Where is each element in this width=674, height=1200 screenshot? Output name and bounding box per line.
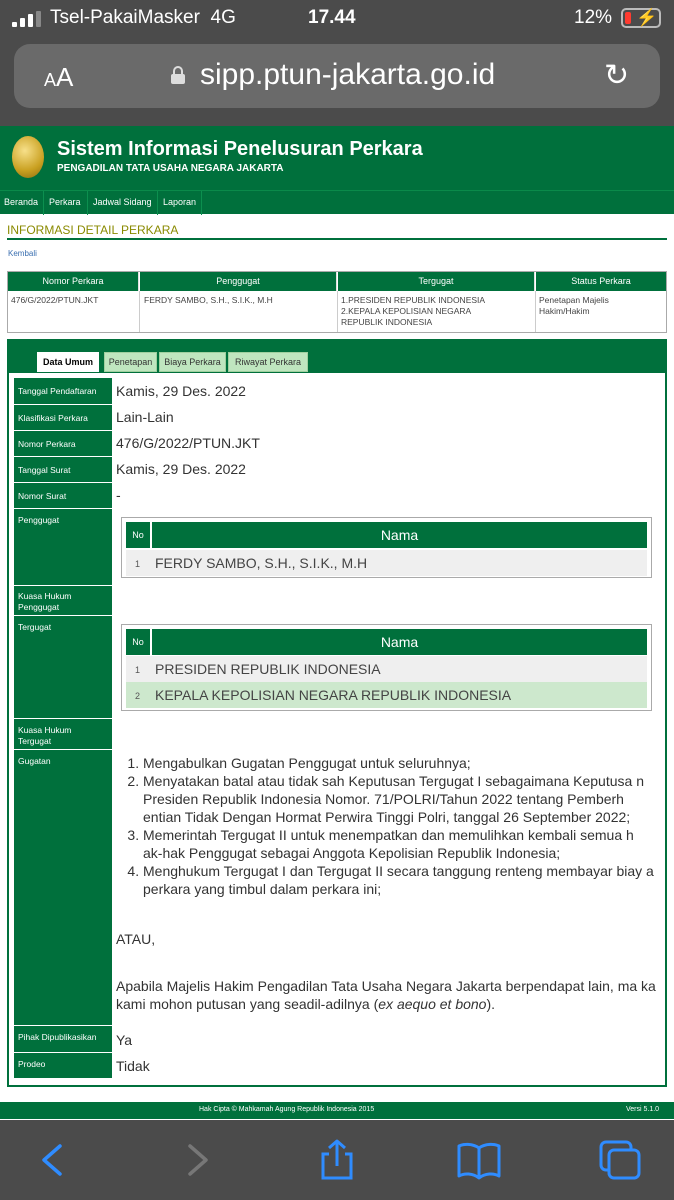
value-pihak-dipublikasikan: Ya <box>116 1032 133 1048</box>
court-logo <box>12 136 44 178</box>
bookmarks-icon[interactable] <box>454 1138 504 1182</box>
tab-riwayat-perkara[interactable]: Riwayat Perkara <box>228 352 308 372</box>
menu-item-beranda[interactable]: Beranda <box>4 197 39 207</box>
label-prodeo: Prodeo <box>14 1053 112 1079</box>
gugatan-item: 3. Memerintah Tergugat II untuk menempatkan dan memulihkan kembali semua h ak-hak Penggugat sebagai Anggota Kepolisian Republik Indonesia; <box>143 826 656 862</box>
back-icon[interactable] <box>28 1138 78 1182</box>
gugatan-atau: ATAU, <box>116 931 156 947</box>
version-text: Versi 5.1.0 <box>626 1106 660 1113</box>
site-footer <box>0 1102 674 1119</box>
copyright-text: Hak Cipta © Mahkamah Agung Republik Indonesia 2015 <box>199 1106 375 1113</box>
value-prodeo: Tidak <box>116 1058 150 1074</box>
site-header <box>0 126 674 190</box>
col-penggugat: Penggugat <box>140 272 337 291</box>
address-bar[interactable] <box>14 44 660 108</box>
url-text[interactable]: sipp.ptun-jakarta.go.id <box>200 58 496 91</box>
table-row: 2 KEPALA KEPOLISIAN NEGARA REPUBLIK INDONESIA <box>126 682 647 708</box>
clock: 17.44 <box>308 7 356 28</box>
gugatan-item: 4. Menghukum Tergugat I dan Tergugat II secara tanggung renteng membayar biay a perkara yang timbul dalam perkara ini; <box>143 862 656 898</box>
col-tergugat: Tergugat <box>338 272 535 291</box>
tab-penetapan[interactable]: Penetapan <box>104 352 157 372</box>
gugatan-closing: Apabila Majelis Hakim Pengadilan Tata Usaha Negara Jakarta berpendapat lain, ma ka kami mohon putusan yang seadil-adilnya (ex aequo et bono). <box>116 978 656 1012</box>
carrier-name: Tsel-PakaiMasker 4G <box>50 7 236 28</box>
col-nomor-perkara: Nomor Perkara <box>8 272 139 291</box>
col-nama: Nama <box>152 522 647 548</box>
back-link[interactable]: Kembali <box>8 249 37 258</box>
browser-toolbar <box>0 1120 674 1200</box>
label-tanggal-surat: Tanggal Surat <box>14 457 112 483</box>
summary-nomor[interactable]: 476/G/2022/PTUN.JKT <box>11 295 99 305</box>
site-subtitle: PENGADILAN TATA USAHA NEGARA JAKARTA <box>57 163 284 174</box>
tergugat-table <box>121 624 652 711</box>
tabs-icon[interactable] <box>596 1138 646 1182</box>
col-no: No <box>126 522 150 548</box>
lock-icon <box>171 66 185 84</box>
section-title: INFORMASI DETAIL PERKARA <box>7 223 179 237</box>
battery-percent: 12% <box>574 7 613 28</box>
label-klasifikasi: Klasifikasi Perkara <box>14 405 112 431</box>
col-status-perkara: Status Perkara <box>536 272 666 291</box>
col-no: No <box>126 629 150 655</box>
gugatan-list <box>116 754 656 898</box>
reload-icon[interactable]: ↻ <box>604 59 630 92</box>
text-size-button[interactable]: AA <box>44 62 74 92</box>
section-divider <box>7 238 667 240</box>
label-gugatan: Gugatan <box>14 750 112 1026</box>
forward-icon[interactable] <box>172 1138 222 1182</box>
menu-item-laporan[interactable]: Laporan <box>163 197 197 207</box>
summary-tergugat: 1.PRESIDEN REPUBLIK INDONESIA 2.KEPALA KEPOLISIAN NEGARA REPUBLIK INDONESIA <box>341 295 486 327</box>
summary-table <box>7 271 667 333</box>
tab-bar <box>9 341 665 373</box>
label-tergugat: Tergugat <box>14 616 112 719</box>
label-penggugat: Penggugat <box>14 509 112 586</box>
label-kuasa-penggugat: Kuasa Hukum Penggugat <box>14 586 112 616</box>
value-nomor-perkara: 476/G/2022/PTUN.JKT <box>116 435 260 451</box>
tab-data-umum[interactable]: Data Umum <box>37 352 99 372</box>
summary-status: Penetapan Majelis Hakim/Hakim <box>539 295 609 316</box>
penggugat-table <box>121 517 652 578</box>
signal-icon <box>12 11 44 27</box>
label-tanggal-pendaftaran: Tanggal Pendaftaran <box>14 378 112 405</box>
value-klasifikasi: Lain-Lain <box>116 409 174 425</box>
label-kuasa-tergugat: Kuasa Hukum Tergugat <box>14 719 112 750</box>
status-bar <box>0 6 674 32</box>
battery-icon: ⚡ <box>621 8 661 28</box>
value-tanggal-surat: Kamis, 29 Des. 2022 <box>116 461 246 477</box>
table-row: 1 FERDY SAMBO, S.H., S.I.K., M.H <box>126 550 647 576</box>
gugatan-text <box>116 754 656 1013</box>
label-nomor-perkara: Nomor Perkara <box>14 431 112 457</box>
value-tanggal-pendaftaran: Kamis, 29 Des. 2022 <box>116 383 246 399</box>
label-nomor-surat: Nomor Surat <box>14 483 112 509</box>
tab-biaya-perkara[interactable]: Biaya Perkara <box>159 352 226 372</box>
menu-item-perkara[interactable]: Perkara <box>49 197 81 207</box>
share-icon[interactable] <box>312 1138 362 1182</box>
value-nomor-surat: - <box>116 487 121 503</box>
site-title: Sistem Informasi Penelusuran Perkara <box>57 138 423 160</box>
main-menu <box>0 190 674 214</box>
gugatan-item: 1. Mengabulkan Gugatan Penggugat untuk seluruhnya; <box>143 754 656 772</box>
network-type: 4G <box>210 7 236 28</box>
summary-penggugat: FERDY SAMBO, S.H., S.I.K., M.H <box>144 295 273 305</box>
table-row: 1 PRESIDEN REPUBLIK INDONESIA <box>126 656 647 682</box>
gugatan-item: 2. Menyatakan batal atau tidak sah Keputusan Tergugat I sebagaimana Keputusa n Presiden Republik Indonesia Nomor. 71/POLRI/Tahun 2022 tentang Pemberh entian Tidak Dengan Hormat Perwira Tinggi Polri, tanggal 26 September 2022; <box>143 772 656 826</box>
label-pihak-dipublikasikan: Pihak Dipublikasikan <box>14 1026 112 1053</box>
browser-chrome <box>0 0 674 126</box>
menu-item-jadwal-sidang[interactable]: Jadwal Sidang <box>93 197 152 207</box>
col-nama: Nama <box>152 629 647 655</box>
